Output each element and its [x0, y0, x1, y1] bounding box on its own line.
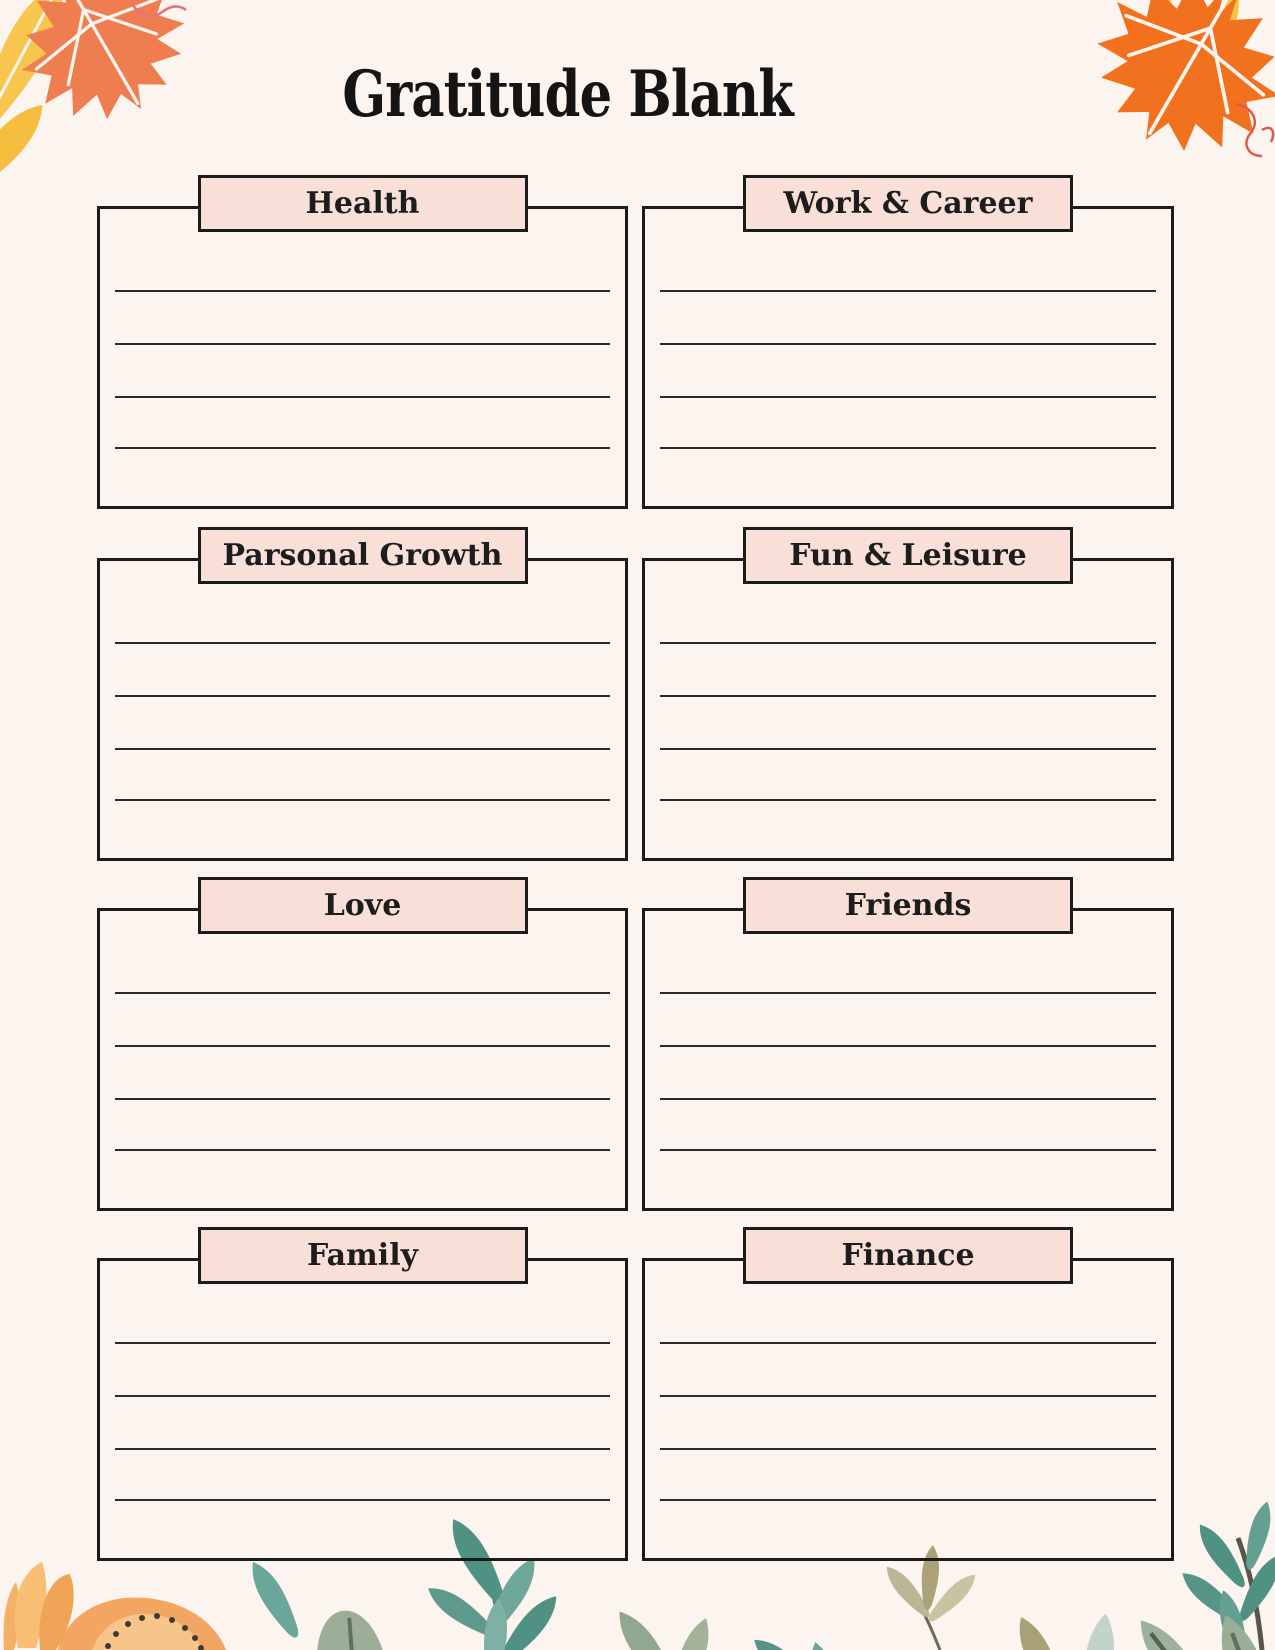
section-box [97, 1258, 628, 1561]
section-box [642, 558, 1174, 861]
writing-line [115, 1342, 610, 1344]
writing-line [660, 1149, 1156, 1151]
page-title: Gratitude Blank [342, 57, 793, 132]
section-title: Parsonal Growth [222, 538, 503, 573]
writing-line [660, 695, 1156, 697]
writing-line [115, 1395, 610, 1397]
writing-line [115, 992, 610, 994]
writing-line [115, 1499, 610, 1501]
section-love [97, 888, 628, 1211]
section-title: Friends [844, 888, 972, 923]
section-title: Love [323, 888, 402, 923]
writing-line [660, 1045, 1156, 1047]
writing-line [115, 1149, 610, 1151]
section-label [743, 527, 1073, 584]
section-family [97, 1238, 628, 1561]
section-title: Health [305, 186, 420, 221]
section-label [743, 175, 1073, 232]
writing-line [115, 447, 610, 449]
writing-line [115, 396, 610, 398]
section-label [198, 175, 528, 232]
writing-line [660, 992, 1156, 994]
section-friends [642, 888, 1174, 1211]
writing-line [660, 1342, 1156, 1344]
section-title: Fun & Leisure [789, 538, 1027, 573]
section-label [198, 1227, 528, 1284]
writing-line [115, 799, 610, 801]
writing-line [660, 799, 1156, 801]
writing-line [660, 447, 1156, 449]
section-box [642, 908, 1174, 1211]
section-label [198, 877, 528, 934]
section-title: Family [306, 1238, 419, 1273]
section-box [642, 1258, 1174, 1561]
writing-line [660, 642, 1156, 644]
section-title: Finance [841, 1238, 975, 1273]
writing-line [115, 1045, 610, 1047]
writing-line [660, 396, 1156, 398]
section-finance [642, 1238, 1174, 1561]
section-title: Work & Career [783, 186, 1033, 221]
writing-line [660, 290, 1156, 292]
section-personal-growth [97, 538, 628, 861]
writing-line [660, 343, 1156, 345]
writing-line [115, 290, 610, 292]
section-work-career [642, 186, 1174, 509]
title-wrap [0, 57, 1135, 132]
section-box [97, 558, 628, 861]
section-label [743, 1227, 1073, 1284]
section-fun-leisure [642, 538, 1174, 861]
writing-line [660, 748, 1156, 750]
section-box [97, 908, 628, 1211]
writing-line [660, 1098, 1156, 1100]
writing-line [115, 748, 610, 750]
section-box [642, 206, 1174, 509]
writing-line [660, 1499, 1156, 1501]
writing-line [115, 1448, 610, 1450]
writing-line [660, 1395, 1156, 1397]
writing-line [115, 343, 610, 345]
writing-line [115, 695, 610, 697]
section-health [97, 186, 628, 509]
writing-line [115, 1098, 610, 1100]
writing-line [660, 1448, 1156, 1450]
section-box [97, 206, 628, 509]
section-label [198, 527, 528, 584]
writing-line [115, 642, 610, 644]
section-label [743, 877, 1073, 934]
